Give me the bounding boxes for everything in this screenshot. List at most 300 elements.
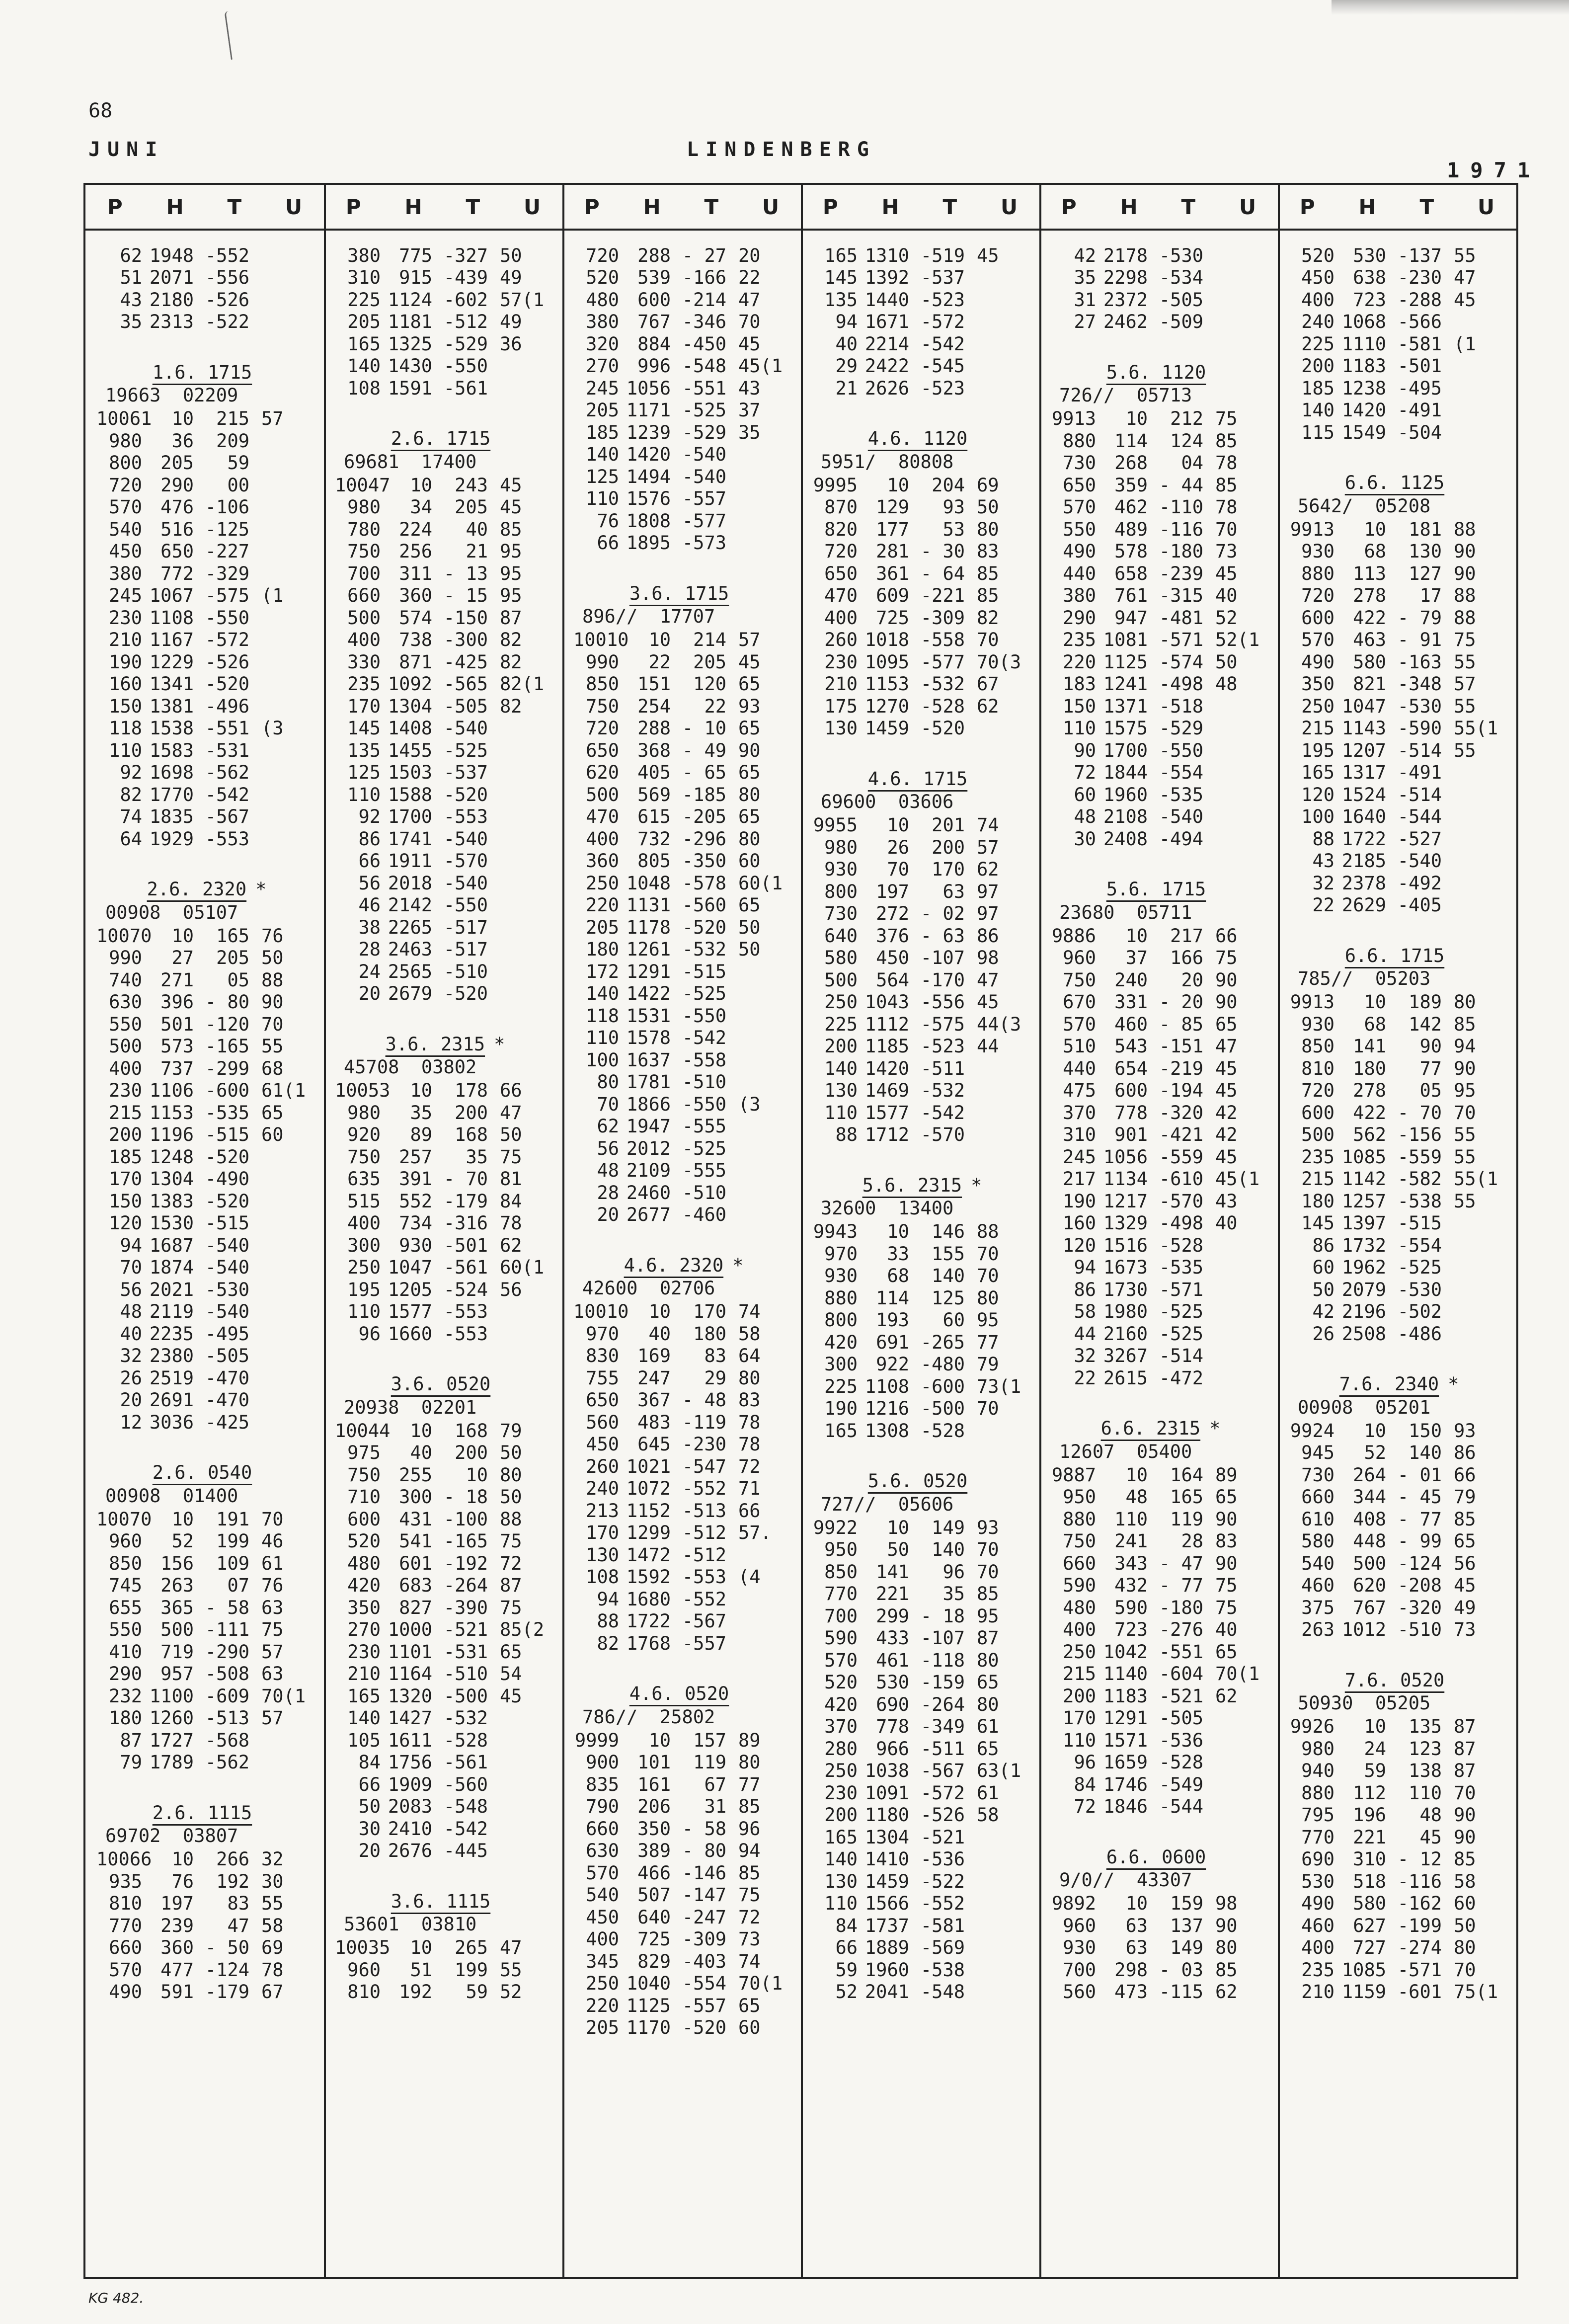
cell-p: 230	[824, 651, 858, 673]
cell-t: -577	[682, 510, 726, 532]
cell-t: - 85	[1159, 1013, 1203, 1035]
cell-u: 50	[977, 496, 999, 518]
cell-p: 10070	[96, 1508, 152, 1530]
cell-t: -538	[920, 1959, 965, 1981]
cell-h: 2119	[149, 1301, 194, 1323]
cell-t: 120	[693, 673, 726, 695]
cell-t: -517	[443, 939, 488, 961]
cell-h: 1727	[149, 1729, 194, 1751]
column-body	[85, 244, 324, 2003]
cell-t: - 03	[1159, 1959, 1203, 1981]
cell-p: 10010	[573, 629, 629, 651]
table-row	[96, 562, 317, 585]
cell-t: -450	[682, 333, 726, 355]
cell-u: 45	[500, 1685, 522, 1707]
cell-u: 83	[977, 541, 999, 562]
cell-h: 1067	[149, 585, 194, 607]
header-u: U	[1000, 194, 1018, 219]
table-row	[812, 518, 1032, 541]
cell-t: -329	[205, 562, 249, 584]
table-row	[812, 991, 1032, 1014]
cell-p: 48	[120, 1301, 142, 1323]
cell-t: -525	[1397, 1257, 1442, 1279]
cell-h: 996	[637, 355, 671, 377]
cell-h: 1047	[388, 1257, 432, 1279]
cell-h: 476	[160, 496, 194, 518]
cell-t: -521	[920, 1826, 965, 1848]
cell-h: 22	[648, 651, 671, 673]
row-gap	[335, 1005, 555, 1027]
cell-p: 900	[586, 1752, 619, 1773]
cell-p: 48	[1074, 806, 1096, 828]
table-row	[573, 1323, 794, 1345]
cell-u: 78	[1215, 452, 1238, 474]
cell-h: 580	[1353, 651, 1386, 673]
table-row	[96, 1619, 317, 1641]
cell-u: 87	[500, 1575, 522, 1597]
table-row	[96, 1323, 317, 1345]
cell-u: 58	[1454, 1870, 1476, 1892]
cell-t: 168	[455, 1124, 488, 1146]
cell-t: -590	[1397, 718, 1442, 739]
table-row	[812, 541, 1032, 563]
cell-h: 609	[876, 585, 909, 607]
table-row	[573, 1588, 794, 1610]
cell-t: -315	[1159, 585, 1203, 607]
header-u: U	[1239, 194, 1256, 219]
cell-u: 83	[738, 1389, 761, 1411]
cell-t: 40	[466, 518, 488, 540]
table-row	[812, 474, 1032, 496]
cell-t: 140	[932, 1265, 965, 1287]
table-row	[96, 925, 317, 947]
cell-u: 70	[261, 1013, 284, 1035]
cell-p: 40	[120, 1323, 142, 1345]
sounding-code: 45708 03802	[344, 1056, 477, 1078]
cell-h: 10	[410, 1080, 432, 1102]
table-row	[573, 1544, 794, 1566]
cell-p: 345	[586, 1950, 619, 1972]
cell-t: 140	[1409, 1442, 1442, 1464]
row-gap	[812, 1146, 1032, 1168]
cell-h: 350	[637, 1818, 671, 1840]
cell-h: 719	[160, 1641, 194, 1663]
table-row	[1050, 673, 1271, 696]
cell-t: 05	[227, 969, 249, 991]
cell-h: 76	[171, 1870, 194, 1892]
cell-u: 85	[977, 562, 999, 584]
cell-t: 180	[693, 1323, 726, 1345]
header-p: P	[345, 194, 361, 219]
cell-t: -520	[443, 983, 488, 1005]
table-row	[1050, 1168, 1271, 1191]
table-row	[573, 466, 794, 488]
cell-t: 45	[1419, 1826, 1442, 1848]
cell-u: 62	[977, 695, 999, 717]
table-row	[1289, 1301, 1509, 1323]
table-row	[812, 311, 1032, 333]
cell-h: 1909	[388, 1773, 432, 1795]
table-row	[1289, 991, 1509, 1014]
cell-t: -180	[1159, 1597, 1203, 1618]
cell-h: 1056	[1103, 1146, 1148, 1168]
cell-p: 750	[347, 1146, 381, 1168]
cell-h: 2142	[388, 894, 432, 916]
cell-t: -165	[205, 1036, 249, 1057]
cell-p: 250	[824, 991, 858, 1013]
cell-h: 473	[1114, 1981, 1148, 2003]
cell-p: 118	[109, 718, 142, 739]
cell-h: 239	[160, 1915, 194, 1936]
cell-h: 431	[399, 1508, 432, 1530]
cell-p: 945	[1301, 1442, 1334, 1464]
cell-t: -572	[920, 1782, 965, 1804]
cell-t: 35	[942, 1583, 965, 1605]
cell-u: 80	[500, 1464, 522, 1486]
cell-t: -520	[205, 1190, 249, 1212]
cell-t: -567	[682, 1610, 726, 1632]
sounding-code: 20938 02201	[344, 1396, 477, 1418]
cell-u: 65	[261, 1102, 284, 1123]
cell-u: 65	[977, 1738, 999, 1760]
cell-t: - 70	[1397, 1102, 1442, 1123]
cell-t: -346	[682, 311, 726, 333]
cell-u: 80	[738, 1752, 761, 1773]
cell-p: 770	[1301, 1826, 1334, 1848]
cell-p: 250	[1301, 695, 1334, 717]
cell-p: 190	[824, 1398, 858, 1420]
cell-p: 710	[347, 1486, 381, 1508]
cell-u: 85	[977, 585, 999, 607]
table-row	[1050, 651, 1271, 673]
cell-t: 20	[1181, 969, 1203, 991]
cell-h: 1299	[626, 1522, 671, 1544]
cell-u: 70	[261, 1508, 284, 1530]
cell-p: 9887	[1051, 1464, 1096, 1486]
cell-p: 165	[824, 244, 858, 266]
cell-p: 210	[347, 1663, 381, 1685]
cell-h: 10	[887, 474, 909, 496]
cell-u: 70	[977, 1398, 999, 1420]
row-gap	[1050, 333, 1271, 355]
cell-t: -509	[1159, 311, 1203, 333]
cell-p: 830	[586, 1345, 619, 1367]
cell-h: 1844	[1103, 762, 1148, 784]
table-row	[573, 1796, 794, 1818]
table-row	[812, 814, 1032, 837]
cell-t: -490	[205, 1168, 249, 1190]
cell-p: 108	[586, 1566, 619, 1588]
cell-h: 947	[1114, 607, 1148, 629]
cell-p: 110	[347, 1301, 381, 1323]
cell-t: 205	[216, 947, 249, 969]
table-row	[1050, 1575, 1271, 1597]
cell-p: 215	[1063, 1663, 1096, 1685]
table-row	[96, 969, 317, 991]
cell-t: 48	[1419, 1804, 1442, 1826]
cell-p: 52	[835, 1981, 858, 2003]
cell-t: -535	[1159, 1257, 1203, 1279]
cell-t: - 18	[920, 1605, 965, 1627]
table-row	[335, 267, 555, 289]
cell-h: 1142	[1341, 1168, 1386, 1190]
sounding-code: 00908 05107	[105, 901, 238, 923]
cell-h: 2410	[388, 1818, 432, 1840]
cell-t: 170	[932, 859, 965, 881]
cell-p: 215	[1301, 1168, 1334, 1190]
cell-h: 1770	[149, 784, 194, 805]
cell-p: 720	[1301, 585, 1334, 607]
cell-u: 84	[500, 1190, 522, 1212]
cell-t: 110	[1409, 1782, 1442, 1804]
cell-u: 60(1	[738, 872, 783, 894]
cell-t: -137	[1397, 244, 1442, 266]
cell-u: 75(1	[1454, 1981, 1498, 2003]
cell-h: 2185	[1341, 850, 1386, 872]
cell-p: 420	[824, 1693, 858, 1715]
cell-h: 1320	[388, 1685, 432, 1707]
cell-u: 64	[738, 1345, 761, 1367]
cell-p: 400	[347, 629, 381, 651]
cell-h: 600	[1114, 1080, 1148, 1102]
cell-p: 960	[1063, 947, 1096, 969]
cell-u: 52(1	[1215, 629, 1260, 651]
table-row	[335, 695, 555, 718]
cell-h: 2629	[1341, 894, 1386, 916]
table-row	[335, 784, 555, 806]
cell-u: 55	[1454, 1146, 1476, 1168]
sounding-star-mark: *	[255, 879, 267, 900]
cell-h: 1170	[626, 2017, 671, 2039]
cell-t: 146	[932, 1221, 965, 1243]
cell-p: 930	[824, 1265, 858, 1287]
cell-t: -550	[443, 894, 488, 916]
cell-t: -481	[1159, 607, 1203, 629]
table-row	[335, 244, 555, 267]
cell-p: 66	[835, 1937, 858, 1959]
cell-p: 9995	[813, 474, 858, 496]
cell-p: 850	[109, 1552, 142, 1574]
sounding-code: 896// 17707	[582, 606, 715, 627]
table-row	[335, 518, 555, 541]
cell-h: 1108	[149, 607, 194, 629]
cell-t: -208	[1397, 1575, 1442, 1597]
cell-h: 52	[171, 1530, 194, 1552]
cell-h: 1577	[864, 1102, 909, 1123]
cell-h: 264	[1353, 1464, 1386, 1486]
cell-h: 1124	[388, 289, 432, 311]
cell-p: 84	[358, 1752, 381, 1773]
cell-h: 2462	[1103, 311, 1148, 333]
cell-t: -547	[682, 1455, 726, 1477]
cell-t: -523	[920, 1036, 965, 1057]
cell-h: 1000	[388, 1619, 432, 1641]
sounding-heading	[1050, 872, 1271, 900]
cell-u: 60	[261, 1124, 284, 1146]
cell-t: -150	[443, 607, 488, 629]
table-row	[1050, 1773, 1271, 1796]
cell-u: 55	[261, 1036, 284, 1057]
cell-u: 47	[738, 289, 761, 311]
cell-h: 541	[399, 1530, 432, 1552]
sounding-code: 50930 05205	[1298, 1692, 1431, 1714]
cell-t: 29	[704, 1367, 726, 1389]
table-row	[96, 806, 317, 828]
cell-p: 232	[109, 1685, 142, 1707]
cell-u: 65	[738, 718, 761, 739]
table-row	[96, 1279, 317, 1301]
table-row	[573, 1116, 794, 1138]
table-row	[573, 1906, 794, 1928]
table-row	[1050, 1057, 1271, 1080]
cell-h: 240	[1114, 969, 1148, 991]
cell-u: 85	[1454, 1848, 1476, 1870]
row-gap	[812, 739, 1032, 762]
cell-p: 84	[1074, 1773, 1096, 1795]
cell-t: -545	[920, 355, 965, 377]
table-row	[573, 1301, 794, 1323]
cell-t: -534	[1159, 267, 1203, 289]
table-row	[335, 651, 555, 673]
table-row	[573, 1137, 794, 1160]
table-row	[573, 872, 794, 894]
header-t: T	[227, 194, 242, 219]
cell-p: 110	[1063, 1729, 1096, 1751]
cell-t: 119	[693, 1752, 726, 1773]
cell-t: 212	[1170, 408, 1203, 430]
cell-p: 140	[824, 1848, 858, 1870]
cell-t: 150	[1409, 1420, 1442, 1442]
cell-u: 88	[977, 1221, 999, 1243]
cell-p: 220	[586, 894, 619, 916]
cell-p: 400	[1301, 289, 1334, 311]
cell-t: -520	[682, 916, 726, 938]
cell-h: 1091	[864, 1782, 909, 1804]
cell-h: 734	[399, 1212, 432, 1234]
cell-p: 10047	[335, 474, 391, 496]
cell-h: 805	[637, 850, 671, 872]
cell-h: 34	[410, 496, 432, 518]
table-row	[1289, 1870, 1509, 1893]
cell-u: 57	[261, 1641, 284, 1663]
cell-p: 240	[586, 1478, 619, 1500]
cell-h: 311	[399, 562, 432, 584]
cell-h: 1538	[149, 718, 194, 739]
table-row	[1289, 828, 1509, 850]
sounding-heading	[335, 421, 555, 449]
cell-h: 1430	[388, 355, 432, 377]
cell-h: 1381	[149, 695, 194, 717]
cell-p: 72	[1074, 762, 1096, 784]
cell-h: 2108	[1103, 806, 1148, 828]
cell-h: 1700	[388, 806, 432, 828]
cell-h: 2565	[388, 961, 432, 982]
cell-t: -562	[205, 1752, 249, 1773]
table-row	[1050, 629, 1271, 651]
table-row	[335, 377, 555, 400]
table-row	[573, 1610, 794, 1633]
cell-u: 70(1	[1215, 1663, 1260, 1685]
cell-t: 35	[466, 1146, 488, 1168]
cell-u: 95	[1454, 1080, 1476, 1102]
cell-t: 181	[1409, 518, 1442, 540]
cell-h: 35	[410, 1102, 432, 1123]
table-row	[96, 1641, 317, 1663]
cell-h: 2180	[149, 289, 194, 311]
cell-t: -550	[1159, 739, 1203, 761]
table-row	[96, 496, 317, 519]
cell-u: 42	[1215, 1102, 1238, 1123]
cell-h: 224	[399, 518, 432, 540]
cell-t: -522	[205, 311, 249, 333]
cell-t: 83	[704, 1345, 726, 1367]
cell-t: 17	[1419, 585, 1442, 607]
cell-h: 1808	[626, 510, 671, 532]
cell-t: -553	[205, 828, 249, 850]
table-row	[1289, 1464, 1509, 1486]
table-row	[573, 1182, 794, 1204]
cell-u: 60	[738, 850, 761, 872]
cell-h: 2313	[149, 311, 194, 333]
cell-u: 63(1	[977, 1760, 1021, 1782]
cell-t: 191	[216, 1508, 249, 1530]
cell-u: 40	[1215, 1212, 1238, 1234]
cell-p: 9924	[1290, 1420, 1334, 1442]
cell-p: 180	[586, 939, 619, 961]
cell-u: 80	[977, 1287, 999, 1309]
cell-t: -542	[682, 1027, 726, 1049]
cell-h: 1611	[388, 1729, 432, 1751]
table-row	[1289, 1190, 1509, 1212]
cell-h: 1260	[149, 1707, 194, 1729]
cell-t: 209	[216, 430, 249, 452]
cell-p: 230	[109, 607, 142, 629]
cell-u: 90	[1215, 1552, 1238, 1574]
cell-t: -525	[682, 400, 726, 421]
cell-p: 640	[824, 925, 858, 947]
column-header	[801, 185, 1039, 231]
cell-t: -147	[682, 1884, 726, 1906]
cell-u: 65	[738, 762, 761, 784]
cell-h: 1371	[1103, 695, 1148, 717]
cell-p: 520	[347, 1530, 381, 1552]
table-row	[812, 333, 1032, 355]
cell-h: 1018	[864, 629, 909, 651]
table-row	[1050, 1080, 1271, 1102]
cell-p: 960	[1063, 1915, 1096, 1936]
cell-t: -425	[443, 651, 488, 673]
table-row	[1050, 1729, 1271, 1752]
table-row	[1289, 421, 1509, 444]
table-row	[573, 673, 794, 696]
cell-h: 101	[637, 1752, 671, 1773]
table-row	[1050, 1508, 1271, 1530]
table-row	[1289, 1057, 1509, 1080]
cell-t: -600	[920, 1375, 965, 1397]
table-row	[1289, 1915, 1509, 1937]
cell-h: 263	[160, 1575, 194, 1597]
cell-p: 58	[1074, 1301, 1096, 1323]
cell-p: 9926	[1290, 1716, 1334, 1738]
cell-t: -525	[682, 983, 726, 1005]
header-h: H	[1120, 194, 1138, 219]
cell-p: 570	[1063, 1013, 1096, 1035]
cell-t: - 99	[1397, 1530, 1442, 1552]
cell-t: -124	[1397, 1552, 1442, 1574]
table-row	[96, 1013, 317, 1036]
sounding-date-time: 3.6. 1115	[391, 1890, 491, 1912]
cell-u: 20	[738, 244, 761, 266]
